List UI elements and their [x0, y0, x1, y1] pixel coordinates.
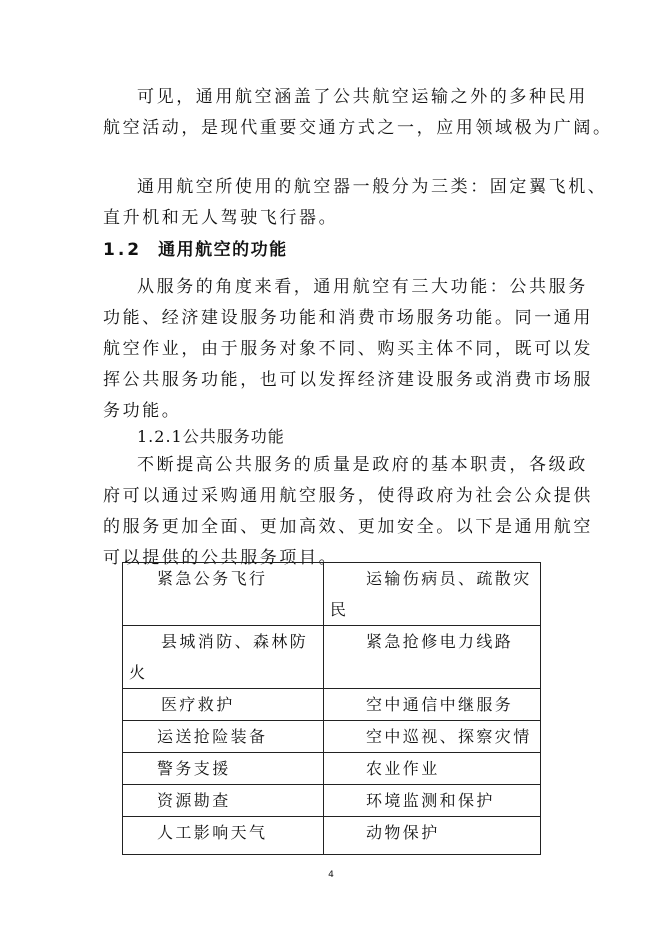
section-number: 1.2 [103, 240, 143, 260]
text-line: 直升机和无人驾驶飞行器。 [103, 208, 339, 228]
table-cell: 人工影响天气 [123, 817, 324, 855]
table-cell: 动物保护 [324, 817, 541, 855]
table-cell: 运送抢险装备 [123, 721, 324, 753]
text-line: 可见，通用航空涵盖了公共航空运输之外的多种民用 [137, 87, 588, 107]
table-cell: 资源勘查 [123, 785, 324, 817]
paragraph-aircraft-types [103, 172, 608, 234]
table-cell: 医疗救护 [123, 689, 324, 721]
text-line: 从服务的角度来看，通用航空有三大功能：公共服务 [137, 277, 588, 297]
table-cell: 农业作业 [324, 753, 541, 785]
table-cell: 紧急抢修电力线路 [324, 626, 541, 689]
text-line: 功能、经济建设服务功能和消费市场服务功能。同一通用 [103, 308, 593, 328]
table-cell: 空中通信中继服务 [324, 689, 541, 721]
text-line: 航空活动，是现代重要交通方式之一，应用领域极为广阔。 [103, 118, 613, 138]
paragraph-three-functions [103, 272, 593, 427]
table-row [123, 563, 541, 626]
text-line: 不断提高公共服务的质量是政府的基本职责，各级政 [137, 455, 588, 475]
text-line: 航空作业，由于服务对象不同、购买主体不同，既可以发 [103, 339, 593, 359]
table-row [123, 817, 541, 855]
table-row [123, 753, 541, 785]
public-service-table [122, 562, 541, 855]
table-row [123, 785, 541, 817]
table-cell: 空中巡视、探察灾情 [324, 721, 541, 753]
text-line: 可以提供的公共服务项目。 [103, 548, 339, 568]
text-line: 的服务更加全面、更加高效、更加安全。以下是通用航空 [103, 517, 593, 537]
text-line: 务功能。 [103, 401, 182, 421]
section-heading [103, 235, 288, 260]
table-cell: 县城消防、森林防 火 [123, 626, 324, 689]
paragraph-public-service [103, 450, 593, 574]
section-title: 通用航空的功能 [158, 240, 288, 260]
subsection-heading: 1.2.1公共服务功能 [137, 427, 285, 446]
table-cell: 环境监测和保护 [324, 785, 541, 817]
table-row [123, 721, 541, 753]
page-number: 4 [328, 870, 334, 880]
table-cell: 运输伤病员、疏散灾 民 [324, 563, 541, 626]
paragraph-general-aviation-scope [103, 82, 613, 144]
table-cell: 警务支援 [123, 753, 324, 785]
text-line: 通用航空所使用的航空器一般分为三类：固定翼飞机、 [137, 177, 608, 197]
table-row [123, 626, 541, 689]
table-row [123, 689, 541, 721]
text-line: 府可以通过采购通用航空服务，使得政府为社会公众提供 [103, 486, 593, 506]
text-line: 挥公共服务功能，也可以发挥经济建设服务或消费市场服 [103, 370, 593, 390]
table-cell: 紧急公务飞行 [123, 563, 324, 626]
